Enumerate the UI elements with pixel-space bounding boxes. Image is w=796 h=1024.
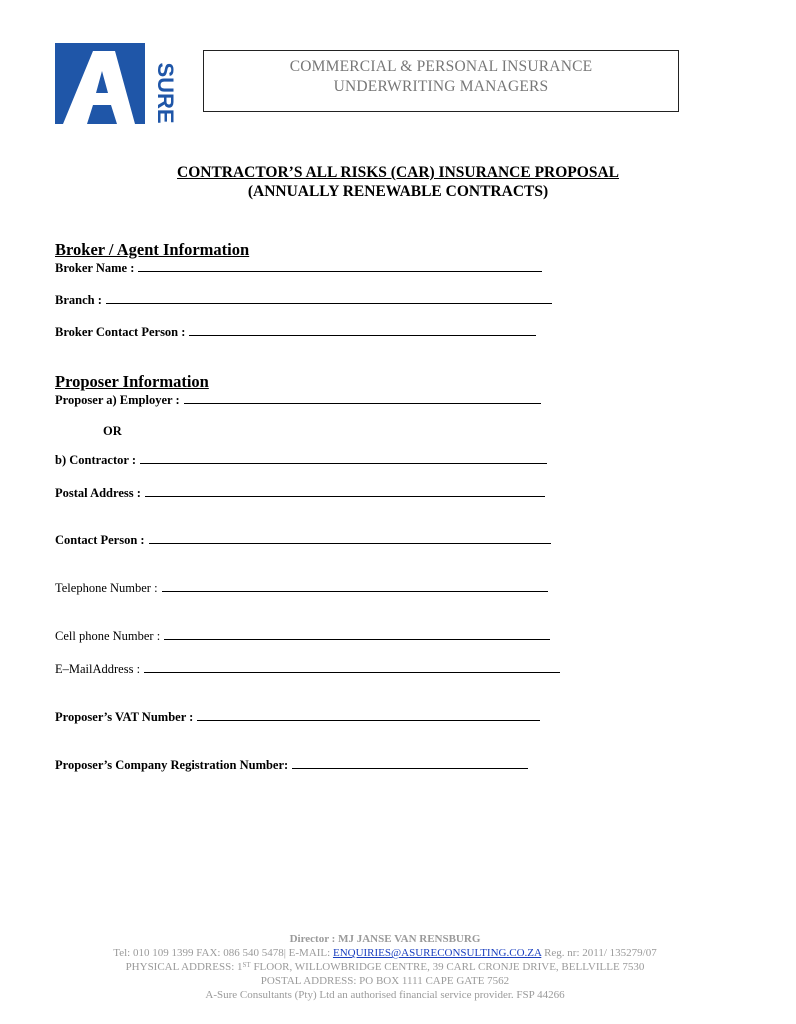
footer-physical-prefix: PHYSICAL ADDRESS: 1 bbox=[125, 961, 243, 973]
broker-name-field[interactable] bbox=[55, 261, 542, 276]
postal-address-field[interactable] bbox=[55, 486, 545, 501]
footer-contact-suffix: Reg. nr: 2011/ 135279/07 bbox=[541, 947, 657, 959]
telephone-label: Telephone Number : bbox=[55, 581, 158, 595]
footer-director: Director : MJ JANSE VAN RENSBURG bbox=[289, 933, 481, 945]
or-label: OR bbox=[103, 424, 122, 438]
footer-contact-prefix: Tel: 010 109 1399 FAX: 086 540 5478| E-MAIL: bbox=[113, 947, 333, 959]
branch-label: Branch : bbox=[55, 293, 102, 307]
contractor-field[interactable] bbox=[55, 453, 547, 468]
broker-contact-line[interactable] bbox=[189, 325, 536, 336]
employer-line[interactable] bbox=[184, 393, 541, 404]
header-box bbox=[203, 50, 679, 112]
footer-physical-suffix: FLOOR, WILLOWBRIDGE CENTRE, 39 CARL CRONJE DRIVE, BELLVILLE 7530 bbox=[250, 961, 645, 973]
proposer-section-heading: Proposer Information bbox=[55, 372, 209, 391]
footer-contact-line bbox=[0, 946, 770, 960]
contact-person-field[interactable] bbox=[55, 533, 551, 548]
telephone-line[interactable] bbox=[162, 581, 548, 592]
broker-name-label: Broker Name : bbox=[55, 261, 135, 275]
registration-number-line[interactable] bbox=[292, 758, 528, 769]
cell-phone-line[interactable] bbox=[164, 629, 550, 640]
broker-section-heading: Broker / Agent Information bbox=[55, 240, 250, 259]
header-line-2: UNDERWRITING MANAGERS bbox=[333, 78, 549, 95]
email-line[interactable] bbox=[144, 662, 560, 673]
branch-line[interactable] bbox=[106, 293, 552, 304]
a-sure-logo bbox=[55, 43, 178, 124]
contractor-label: b) Contractor : bbox=[55, 453, 136, 467]
footer-postal-address: POSTAL ADDRESS: PO BOX 1111 CAPE GATE 7562 bbox=[260, 975, 510, 987]
email-label: E–MailAddress : bbox=[55, 662, 141, 676]
contact-person-label: Contact Person : bbox=[55, 533, 145, 547]
header-line-1: COMMERCIAL & PERSONAL INSURANCE bbox=[289, 58, 593, 75]
cell-phone-label: Cell phone Number : bbox=[55, 629, 161, 643]
page-title bbox=[0, 163, 796, 201]
broker-contact-label: Broker Contact Person : bbox=[55, 325, 186, 339]
title-line-2: (ANNUALLY RENEWABLE CONTRACTS) bbox=[247, 183, 549, 200]
registration-number-label: Proposer’s Company Registration Number: bbox=[55, 758, 289, 772]
broker-name-line[interactable] bbox=[138, 261, 542, 272]
footer-fsp: A-Sure Consultants (Pty) Ltd an authorised financial service provider. FSP 44266 bbox=[205, 989, 565, 1001]
broker-contact-field[interactable] bbox=[55, 325, 536, 340]
email-field[interactable] bbox=[55, 662, 560, 677]
postal-address-label: Postal Address : bbox=[55, 486, 141, 500]
page-footer bbox=[0, 932, 770, 1002]
employer-field[interactable] bbox=[55, 393, 541, 408]
cell-phone-field[interactable] bbox=[55, 629, 550, 644]
telephone-field[interactable] bbox=[55, 581, 548, 596]
contact-person-line[interactable] bbox=[149, 533, 551, 544]
footer-email-link[interactable]: ENQUIRIES@ASURECONSULTING.CO.ZA bbox=[332, 947, 542, 959]
branch-field[interactable] bbox=[55, 293, 552, 308]
registration-number-field[interactable] bbox=[55, 758, 528, 773]
postal-address-line[interactable] bbox=[145, 486, 545, 497]
vat-number-line[interactable] bbox=[197, 710, 540, 721]
employer-label: Proposer a) Employer : bbox=[55, 393, 180, 407]
title-line-1: CONTRACTOR’S ALL RISKS (CAR) INSURANCE PROPOSAL bbox=[177, 164, 619, 181]
vat-number-field[interactable] bbox=[55, 710, 540, 725]
logo-word: SURE bbox=[153, 62, 178, 124]
footer-physical-address bbox=[0, 960, 770, 974]
contractor-line[interactable] bbox=[140, 453, 547, 464]
footer-physical-sup: ST bbox=[242, 961, 251, 969]
vat-number-label: Proposer’s VAT Number : bbox=[55, 710, 194, 724]
